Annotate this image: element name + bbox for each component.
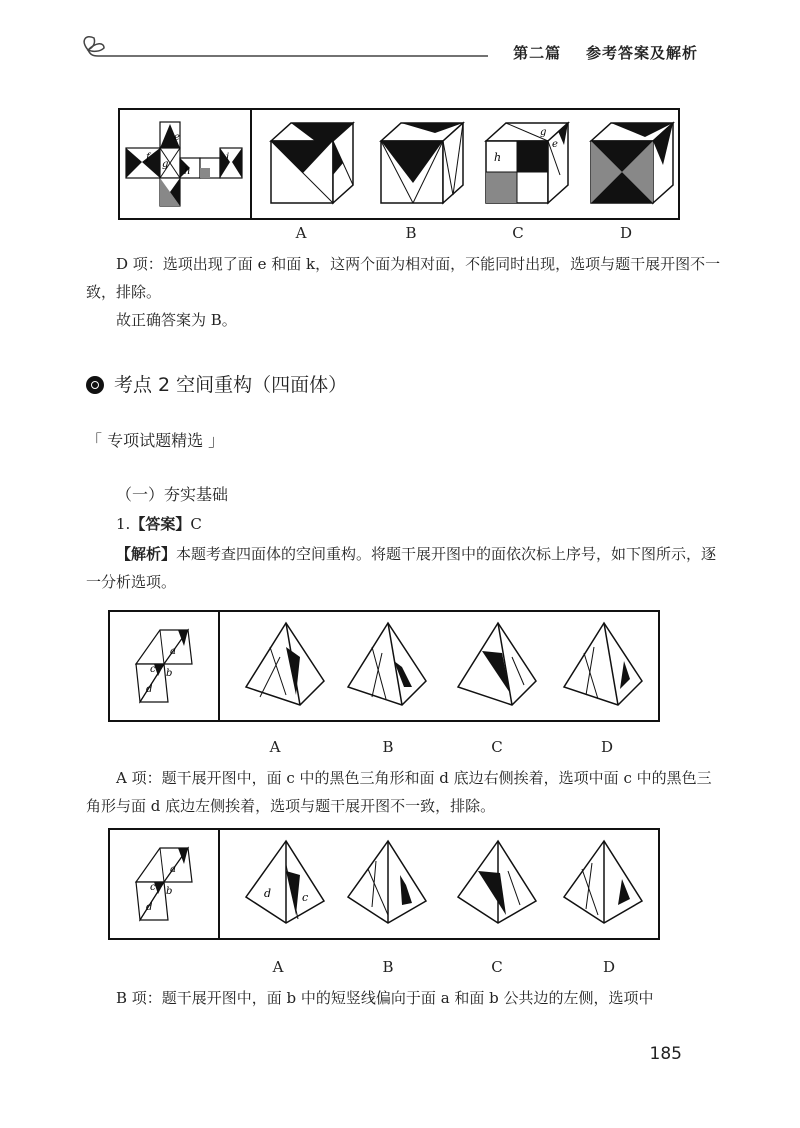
option-label-b: B xyxy=(382,738,394,756)
tetra-option-a xyxy=(240,617,330,717)
tetra-net-label-a: a xyxy=(170,646,176,657)
option-label-a: A xyxy=(272,958,284,976)
tetra-net2-label-a: a xyxy=(170,864,176,875)
tetra-net-label-c: c xyxy=(150,664,156,675)
figure-divider xyxy=(250,110,252,218)
option-label-a: A xyxy=(295,224,307,242)
tetra-option-c xyxy=(452,617,542,717)
paragraph-option-b: B 项：题干展开图中，面 b 中的短竖线偏向于面 a 和面 b 公共边的左侧，选项中 xyxy=(116,989,654,1007)
analysis-paragraph xyxy=(86,540,726,596)
tetra-net2-label-d: d xyxy=(146,902,153,913)
tetra-a2-label-d: d xyxy=(264,887,272,900)
option-label-b: B xyxy=(405,224,417,242)
figure-divider xyxy=(218,612,220,720)
cube-c-label-e: e xyxy=(552,139,558,150)
cube-option-c xyxy=(480,115,572,215)
tetra-option-c-2 xyxy=(452,835,542,935)
option-label-d: D xyxy=(619,224,633,242)
subsection-heading: 「 专项试题精选 」 xyxy=(86,431,225,450)
cube-net-diagram xyxy=(120,110,248,218)
cube-option-d xyxy=(585,115,677,215)
cube-c-label-g: g xyxy=(540,127,547,138)
option-label-d: D xyxy=(602,958,616,976)
answer-tag: 【答案】 xyxy=(130,515,191,533)
net-label-h: h xyxy=(184,166,191,177)
cube-c-label-h: h xyxy=(494,151,502,164)
net-label-e: e xyxy=(174,132,180,143)
cube-option-b xyxy=(375,115,467,215)
option-label-d: D xyxy=(600,738,614,756)
tetra-net-label-d: d xyxy=(146,684,153,695)
section-heading xyxy=(86,370,347,397)
tetra-option-b xyxy=(342,617,432,717)
tetra-option-b-2 xyxy=(342,835,432,935)
level-heading: （一）夯实基础 xyxy=(116,485,229,504)
tetra-net-diagram-2 xyxy=(110,830,214,938)
paragraph-option-a: A 项：题干展开图中，面 c 中的黑色三角形和面 d 底边右侧挨着，选项中面 c 中的黑色三角形与面 d 底边左侧挨着，选项与题干展开图不一致，排除。 xyxy=(86,769,712,815)
tetra-a2-label-c: c xyxy=(302,891,309,904)
tetra-option-d xyxy=(558,617,648,717)
figure-divider xyxy=(218,830,220,938)
section-bullet-icon xyxy=(86,376,104,394)
analysis-tag: 【解析】 xyxy=(116,545,177,563)
header-title: 第二篇 参考答案及解析 xyxy=(513,44,698,62)
paragraph-conclusion: 故正确答案为 B。 xyxy=(116,311,237,329)
option-label-b: B xyxy=(382,958,394,976)
net-label-f: f xyxy=(146,152,150,163)
option-label-c: C xyxy=(491,958,503,976)
option-label-c: C xyxy=(512,224,524,242)
cube-option-a xyxy=(265,115,357,215)
question-number: 1. xyxy=(116,515,131,533)
tetra-net-label-b: b xyxy=(166,668,173,679)
figure-tetra-net-1 xyxy=(108,610,660,722)
tetra-net2-label-c: c xyxy=(150,882,156,893)
question-answer xyxy=(116,510,756,538)
page-header xyxy=(78,30,698,70)
section-title: 考点 2 空间重构（四面体） xyxy=(114,374,348,396)
tetra-net-diagram xyxy=(110,612,214,720)
option-label-a: A xyxy=(269,738,281,756)
tetra-option-d-2 xyxy=(558,835,648,935)
figure-cube-net xyxy=(118,108,680,220)
option-label-c: C xyxy=(491,738,503,756)
net-label-g: g xyxy=(162,159,169,170)
tetra-option-a-2 xyxy=(240,835,330,935)
paragraph-option-d: D 项：选项出现了面 e 和面 k，这两个面为相对面，不能同时出现，选项与题干展开图不一致，排除。 xyxy=(86,255,721,301)
analysis-text: 本题考查四面体的空间重构。将题干展开图中的面依次标上序号，如下图所示，逐一分析选项。 xyxy=(86,545,717,591)
figure-tetra-net-2 xyxy=(108,828,660,940)
page-number: 185 xyxy=(649,1044,682,1064)
tetra-net2-label-b: b xyxy=(166,886,173,897)
answer-value: C xyxy=(190,515,202,533)
net-label-i: i xyxy=(226,152,230,163)
